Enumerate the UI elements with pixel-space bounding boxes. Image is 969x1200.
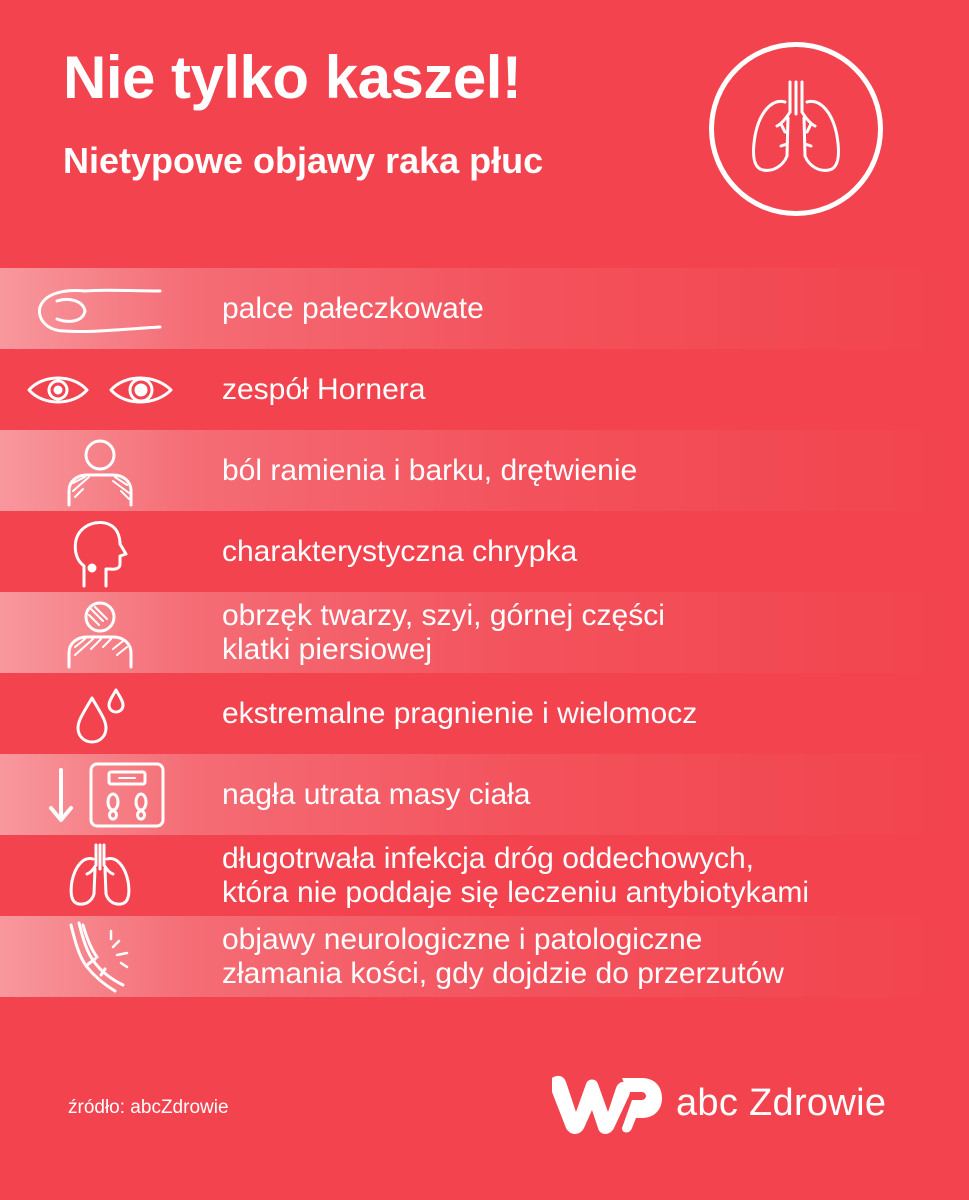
drops-icon xyxy=(70,684,130,744)
eyes-icon xyxy=(25,370,175,410)
symptom-row-weight-loss xyxy=(0,754,969,835)
symptom-list xyxy=(0,268,969,997)
symptom-text: zespół Hornera xyxy=(222,372,426,406)
page-subtitle: Nietypowe objawy raka płuc xyxy=(63,140,544,181)
lungs-badge xyxy=(709,42,883,216)
symptom-row-clubbed-fingers xyxy=(0,268,969,349)
symptom-text: obrzęk twarzy, szyi, górnej części klatki piersiowej xyxy=(222,598,665,666)
clubbed-finger-icon xyxy=(35,279,165,339)
swelling-icon xyxy=(65,597,135,669)
symptom-text: ekstremalne pragnienie i wielomocz xyxy=(222,696,698,730)
symptom-row-shoulder xyxy=(0,430,969,511)
throat-icon xyxy=(70,516,130,588)
page-title: Nie tylko kaszel! xyxy=(63,44,522,111)
lungs-icon xyxy=(741,74,851,184)
symptom-text: nagła utrata masy ciała xyxy=(222,777,531,811)
shoulder-pain-icon xyxy=(65,435,135,507)
symptom-text: objawy neurologiczne i patologiczne złamania kości, gdy dojdzie do przerzutów xyxy=(222,922,784,990)
symptom-text: charakterystyczna chrypka xyxy=(222,534,578,568)
symptom-row-swelling xyxy=(0,592,969,673)
symptom-row-horner xyxy=(0,349,969,430)
broken-bone-icon xyxy=(65,921,135,993)
scale-icon xyxy=(25,760,175,830)
symptom-row-bone-fracture xyxy=(0,916,969,997)
symptom-row-hoarseness xyxy=(0,511,969,592)
symptom-row-infection xyxy=(0,835,969,916)
symptom-text: ból ramienia i barku, drętwienie xyxy=(222,453,638,487)
symptom-text: palce pałeczkowate xyxy=(222,291,484,325)
brand-name: abc Zdrowie xyxy=(676,1081,887,1124)
brand xyxy=(552,1070,886,1136)
symptom-row-thirst xyxy=(0,673,969,754)
wp-logo xyxy=(552,1070,662,1136)
source-note: źródło: abcZdrowie xyxy=(68,1097,229,1118)
lungs-icon xyxy=(65,841,135,911)
symptom-text: długotrwała infekcja dróg oddechowych, która nie poddaje się leczeniu antybiotykami xyxy=(222,841,810,909)
